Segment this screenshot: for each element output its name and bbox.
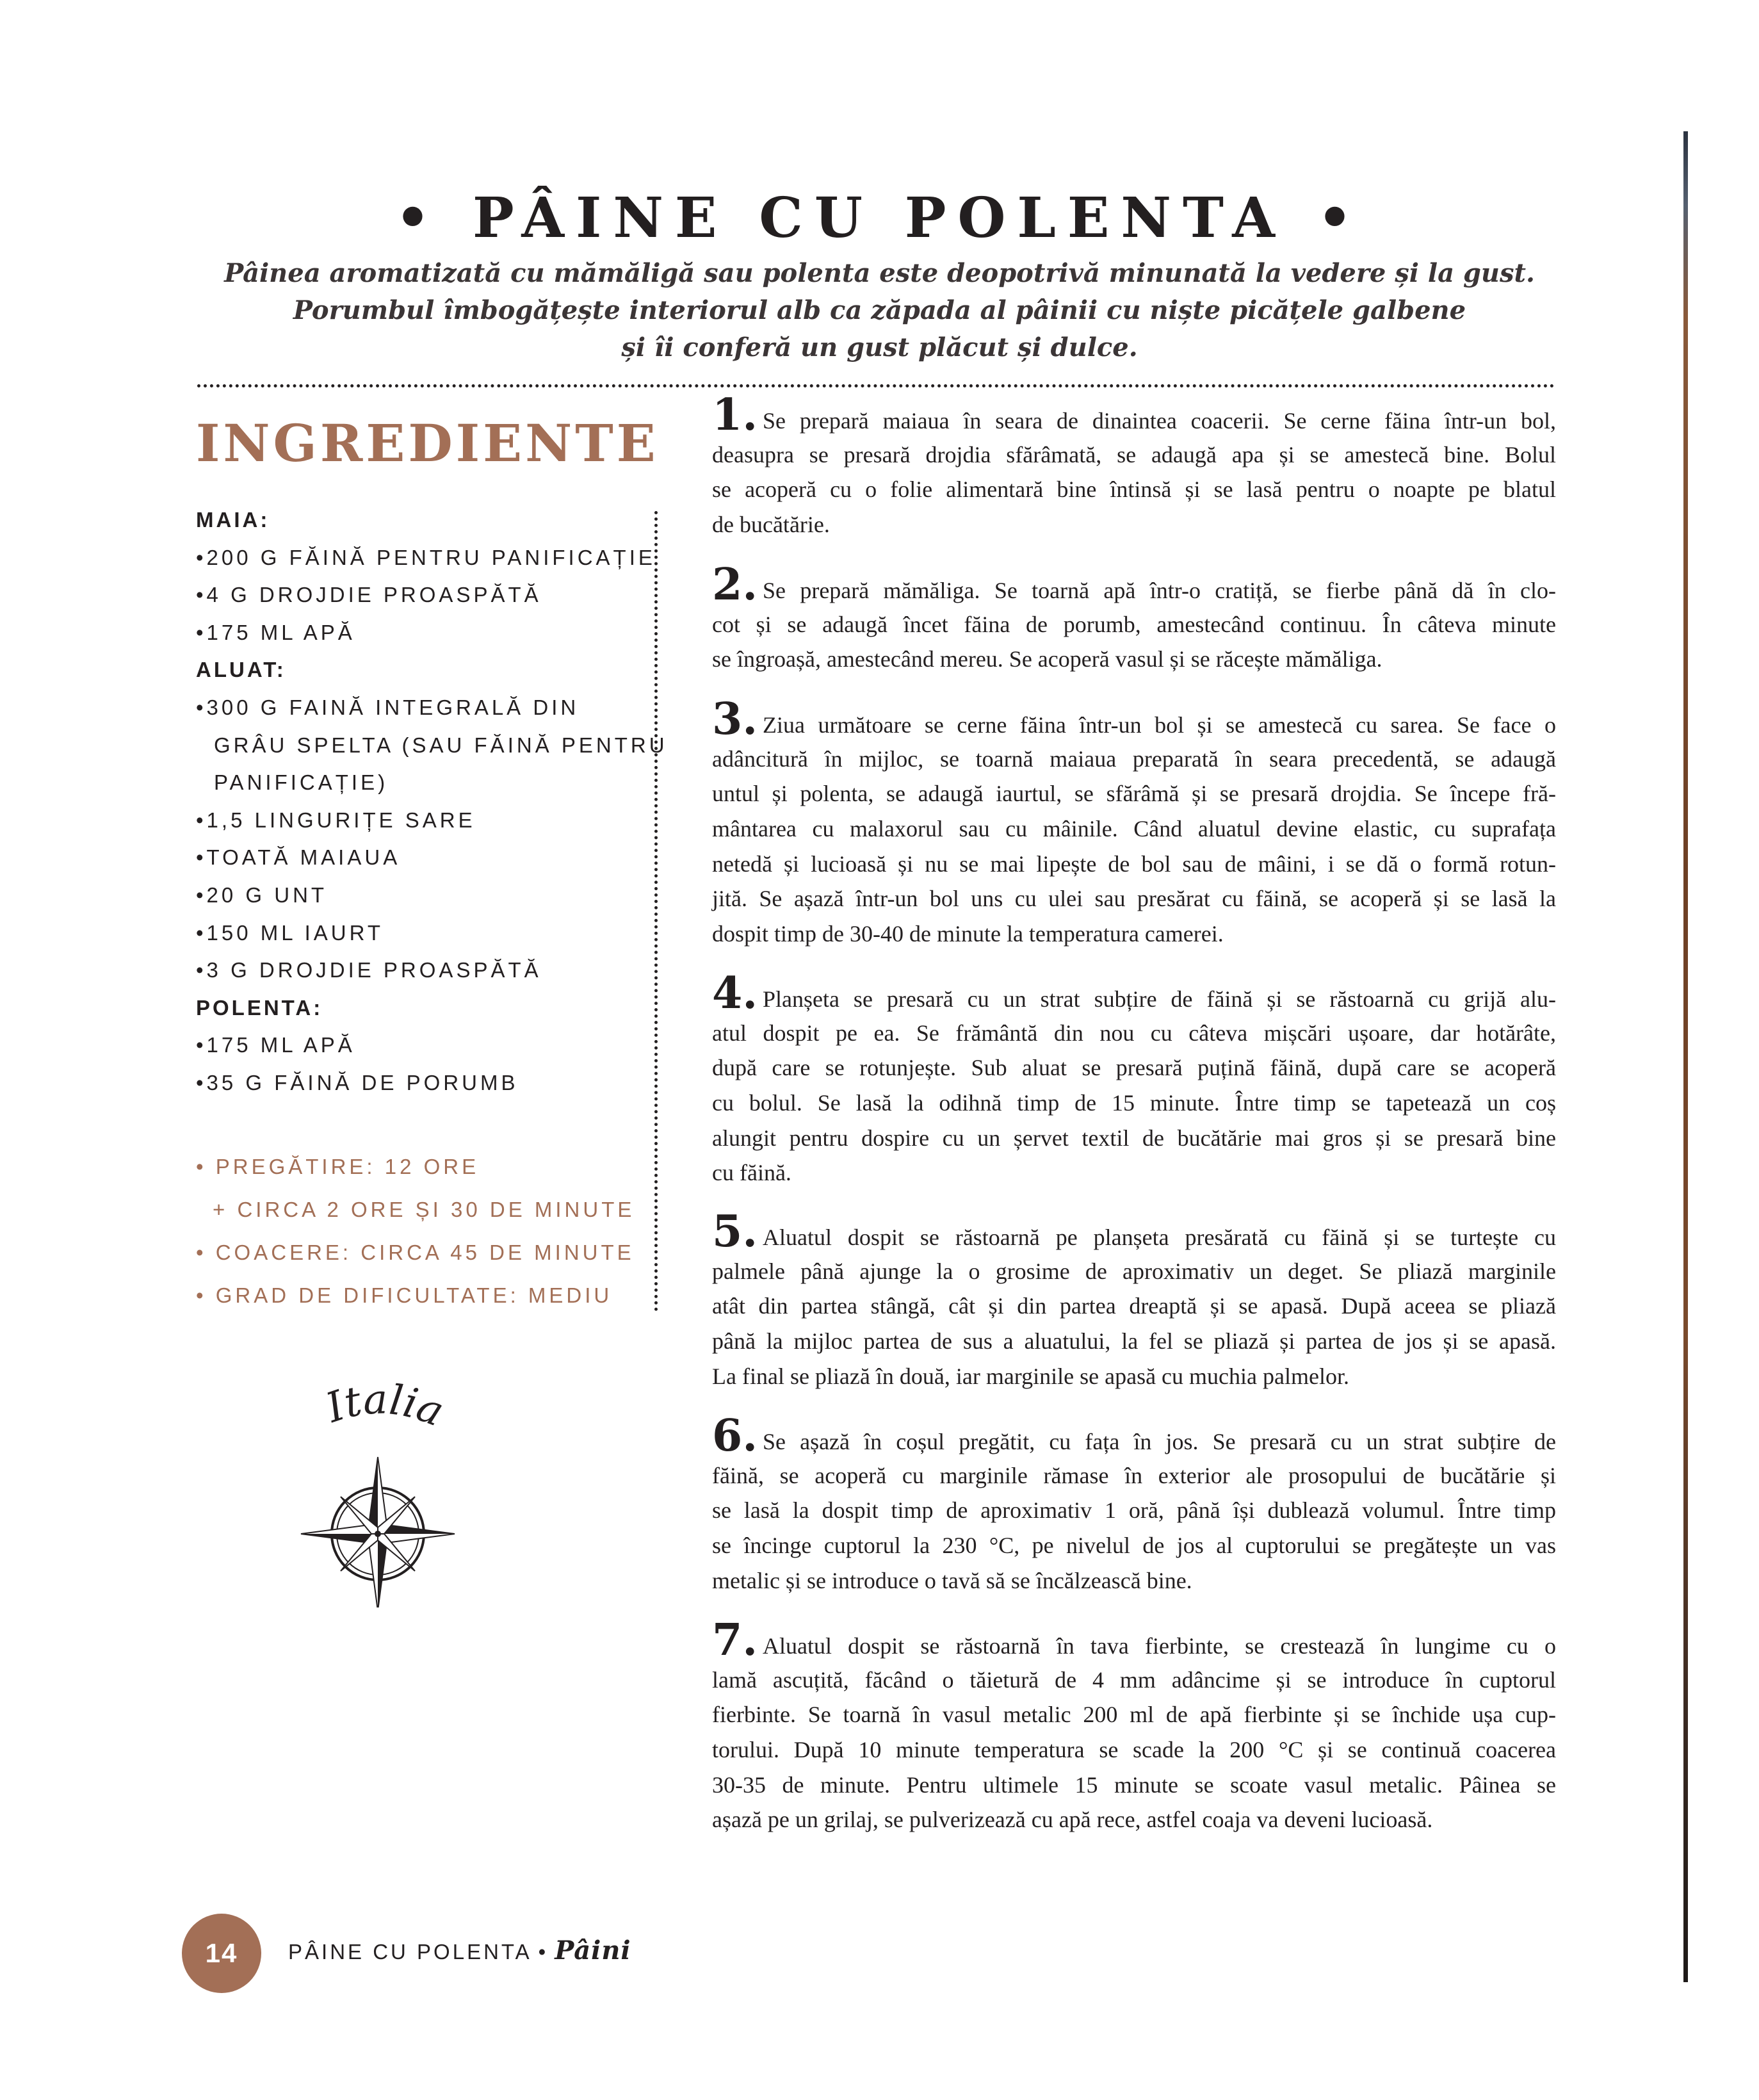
step-text-line: deasupra se presară drojdia sfărâmată, se adaugă apa și se amestecă bine. Bolul bbox=[712, 441, 1556, 468]
running-title: PÂINE CU POLENTA bbox=[288, 1940, 532, 1964]
step-number: 7. bbox=[712, 1615, 758, 1666]
step-text-line: Se prepară maiaua în seara de dinaintea coacerii. Se cerne făina într-un bol, bbox=[763, 408, 1556, 434]
step-text-line: La final se pliază în două, iar marginile se apasă cu muchia palmelor. bbox=[712, 1363, 1349, 1389]
step-text-line: jită. Se așază într-un bol uns cu ulei sau presărat cu făină, se acoperă și se lasă la bbox=[712, 886, 1556, 912]
step-text-line: alungit pentru dospire cu un șervet textil de bucătărie mai gros și se presară bine bbox=[712, 1125, 1556, 1151]
difficulty: • GRAD DE DIFICULTATE: MEDIU bbox=[196, 1283, 613, 1307]
intro-text bbox=[192, 255, 1567, 366]
step-text-line: 30-35 de minute. Pentru ultimele 15 minute se scoate vasul metalic. Pâinea se bbox=[712, 1771, 1556, 1798]
step-text-line: se lasă la dospit timp de aproximativ 1 oră, până își dublează volumul. Între timp bbox=[712, 1497, 1556, 1524]
step-number: 3. bbox=[712, 694, 758, 745]
step-text-line: Aluatul dospit se răstoarnă în tava fierbinte, se crestează în lungime cu o bbox=[763, 1633, 1556, 1659]
ingredient-item: •35 G FĂINĂ DE PORUMB bbox=[196, 1070, 519, 1095]
ingredient-item: •1,5 LINGURIȚE SARE bbox=[196, 808, 476, 832]
step-number: 4. bbox=[712, 968, 758, 1019]
ingredient-item: GRÂU SPELTA (SAU FĂINĂ PENTRU bbox=[214, 733, 668, 757]
recipe-meta bbox=[196, 1145, 651, 1317]
intro-line: Pâinea aromatizată cu mămăligă sau polenta este deopotrivă minunată la vedere și la gust. bbox=[224, 258, 1535, 288]
step-text-line: cot și se adaugă încet făina de porumb, amestecând continuu. În câteva minute bbox=[712, 611, 1556, 637]
step-text-line: se îngroașă, amestecând mereu. Se acoperă vasul și se răcește mămăliga. bbox=[712, 646, 1382, 672]
step-text-line: Planșeta se presară cu un strat subțire de făină și se răstoarnă cu grijă alu- bbox=[763, 986, 1556, 1012]
step-text-line: Ziua următoare se cerne făina într-un bol și se amestecă cu sarea. Se face o bbox=[763, 712, 1556, 738]
ingredient-item: •175 ML APĂ bbox=[196, 1033, 355, 1057]
region-label: Italia bbox=[320, 1377, 450, 1437]
page-title: • PÂINE CU POLENTA • bbox=[395, 186, 1364, 250]
step-text-line: adâncitură în mijloc, se toarnă maiaua preparată în seara precedentă, se adaugă bbox=[712, 745, 1556, 772]
step bbox=[712, 1615, 1556, 1837]
ingredient-group-heading: POLENTA: bbox=[196, 995, 323, 1020]
step bbox=[712, 1410, 1556, 1598]
footer-separator: • bbox=[538, 1940, 549, 1964]
ingredient-item: •3 G DROJDIE PROASPĂTĂ bbox=[196, 958, 542, 982]
ingredient-item: •TOATĂ MAIAUA bbox=[196, 845, 401, 870]
step-text-line: palmele până ajunge la o grosime de aproximativ un deget. Se pliază marginile bbox=[712, 1258, 1556, 1284]
step-number: 6. bbox=[712, 1410, 758, 1461]
step-number: 2. bbox=[712, 559, 758, 610]
step-text-line: Se așază în coșul pregătit, cu fața în jos. Se presară cu un strat subțire de bbox=[763, 1429, 1556, 1454]
step-text-line: după care se rotunjește. Sub aluat se presară puțină făină, după care se acoperă bbox=[712, 1055, 1556, 1081]
intro-line: Porumbul îmbogățește interiorul alb ca zăpada al pâinii cu niște picățele galbene bbox=[293, 295, 1466, 325]
step-text-line: lamă ascuțită, făcând o tăietură de 4 mm adâncime și se introduce în cuptorul bbox=[712, 1666, 1556, 1693]
step-text-line: atât din partea stângă, cât și din partea dreaptă și se apasă. După aceea se pliază bbox=[712, 1293, 1556, 1319]
ingredient-group-heading: MAIA: bbox=[196, 508, 270, 532]
dotted-separator bbox=[197, 384, 1555, 387]
step-text-line: așază pe un grilaj, se pulverizează cu apă rece, astfel coaja va deveni lucioasă. bbox=[712, 1807, 1433, 1833]
ingredient-group-heading: ALUAT: bbox=[196, 658, 286, 682]
prep-time: • PREGĂTIRE: 12 ORE bbox=[196, 1155, 480, 1178]
step-text-line: netedă și lucioasă și nu se mai lipește de bol sau de mâini, i se dă o formă rotun- bbox=[712, 851, 1556, 877]
step-text-line: torului. După 10 minute temperatura se scade la 200 °C și se continuă coacerea bbox=[712, 1737, 1556, 1763]
step-text-line: mântarea cu malaxorul sau cu mâinile. Când aluatul devine elastic, cu suprafața bbox=[712, 816, 1556, 842]
ingredient-item: •200 G FĂINĂ PENTRU PANIFICAȚIE bbox=[196, 545, 656, 569]
section-name: Pâini bbox=[555, 1935, 631, 1966]
ingredients-list bbox=[196, 501, 668, 1102]
ingredient-item: •175 ML APĂ bbox=[196, 620, 355, 644]
bake-time: • COACERE: CIRCA 45 DE MINUTE bbox=[196, 1241, 635, 1264]
page-edge-strip bbox=[1683, 131, 1688, 1982]
running-footer bbox=[288, 1935, 631, 1966]
step bbox=[712, 968, 1556, 1191]
step-text-line: se încinge cuptorul la 230 °C, pe nivelul de jos al cuptorului se pregătește un vas bbox=[712, 1533, 1556, 1559]
ingredient-item: •300 G FAINĂ INTEGRALĂ DIN bbox=[196, 695, 580, 719]
step bbox=[712, 389, 1556, 542]
step-text-line: Aluatul dospit se răstoarnă pe planșeta presărată cu făină și se turtește cu bbox=[763, 1225, 1556, 1250]
step-text-line: atul dospit pe ea. Se frământă din nou cu câteva mișcări ușoare, dar hotărâte, bbox=[712, 1020, 1556, 1046]
step-number: 1. bbox=[712, 389, 758, 441]
step-text-line: cu bolul. Se lasă la odihnă timp de 15 minute. Între timp se tapetează un coș bbox=[712, 1090, 1556, 1116]
step-text-line: se acoperă cu o folie alimentară bine întinsă și se lasă pentru o noapte pe blatul bbox=[712, 476, 1556, 503]
ingredient-item: PANIFICAȚIE) bbox=[214, 770, 389, 795]
ingredient-item: •4 G DROJDIE PROASPĂTĂ bbox=[196, 583, 542, 607]
prep-time-extra: + CIRCA 2 ORE ȘI 30 DE MINUTE bbox=[213, 1198, 635, 1221]
step bbox=[712, 1206, 1556, 1394]
compass-rose-icon bbox=[282, 1377, 487, 1608]
intro-line: și îi conferă un gust plăcut și dulce. bbox=[621, 332, 1138, 362]
step-text-line: Se prepară mămăliga. Se toarnă apă într-o cratiță, se fierbe până dă în clo- bbox=[763, 578, 1556, 603]
step-text-line: fierbinte. Se toarnă în vasul metalic 200 ml de apă fierbinte și se închide ușa cup- bbox=[712, 1702, 1556, 1728]
step-text-line: de bucătărie. bbox=[712, 512, 830, 538]
step-text-line: untul și polenta, se adaugă iaurtul, se sfărâmă și se presară drojdia. Se începe fră- bbox=[712, 781, 1556, 807]
step-text-line: dospit timp de 30-40 de minute la temperatura camerei. bbox=[712, 921, 1224, 947]
step-text-line: cu făină. bbox=[712, 1160, 791, 1186]
step bbox=[712, 694, 1556, 952]
step-text-line: metalic și se introduce o tavă să se încălzească bine. bbox=[712, 1567, 1192, 1593]
step-text-line: făină, se acoperă cu marginile rămase în exterior ale prosopului de bucătărie și bbox=[712, 1462, 1556, 1488]
ingredient-item: •150 ML IAURT bbox=[196, 920, 384, 945]
page-number: 14 bbox=[182, 1914, 261, 1993]
step-number: 5. bbox=[712, 1206, 758, 1257]
step-text-line: până la mijloc partea de sus a aluatului, la fel se pliază și partea de jos și se apasă. bbox=[712, 1328, 1556, 1355]
step bbox=[712, 559, 1556, 677]
column-separator bbox=[654, 511, 658, 1312]
ingredients-heading: INGREDIENTE bbox=[196, 413, 659, 473]
ingredient-item: •20 G UNT bbox=[196, 883, 328, 907]
